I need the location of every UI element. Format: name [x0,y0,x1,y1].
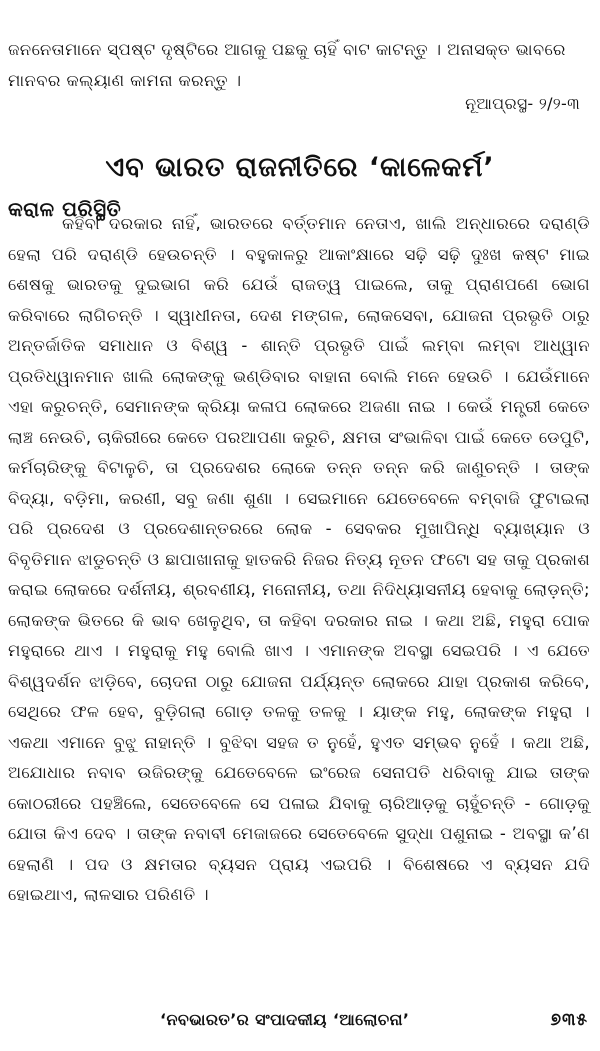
chapter-title: ଏବ ଭାରତ ରାଜନୀତିରେ ‘କାଳେକର୍ମ’ [105,152,495,184]
dateline: ନୂଆପ୍ରସ୍ଥ- ୨/୨-୩ [465,94,580,113]
section-heading: କରାଳ ପରିସ୍ଥିତି [8,196,122,221]
footer-source: ‘ନବଭାରତ’ର ସଂପାଦକୀୟ ‘ଆଲୋଚନା’ [160,1010,410,1029]
page-footer [0,1010,600,1040]
body-paragraph [8,209,590,911]
page-number: ୭୩୫ [550,1010,588,1030]
intro-paragraph: ଜନନେତାମାନେ ସ୍ପଷ୍ଟ ଦୃଷ୍ଟିରେ ଆଗକୁ ପଛକୁ ଚାହିଁ ବାଟ କାଟନ୍ତୁ । ଅନାସକ୍ତ ଭାବରେ ମାନବର କଲ୍ୟାଣ କାମନା କରନ୍ତୁ । [8,40,566,90]
body-paragraph-text: କହିବା ଦରକାର ନାହିଁ, ଭାରତରେ ବର୍ତ୍ତମାନ ନେତାଏ, ଖାଲି ଅନ୍ଧାରରେ ଦରାଣ୍ଡି ହେଲା ପରି ଦରାଣ୍ଡି ହେଉଚନ୍ତି । ବହୁକାଳରୁ ଆକାଂକ୍ଷାରେ ସଢ଼ି ସଢ଼ି ଦୁଃଖ କଷ୍ଟ ମାଇ ଶେଷକୁ ଭାରତକୁ ଦୁଇଭାଗ କରି ଯେଉଁ ରାଜତ୍ୱ ପାଇଲେ, ତାକୁ ପ୍ରାଣପଣେ ଭୋଗ କରିବାରେ ଲାଗିଚନ୍ତି । ସ୍ୱାଧୀନତା, ଦେଶ ମଙ୍ଗଳ, ଲୋକସେବା, ଯୋଜନା ପ୍ରଭୃତି ଠାରୁ ଅନ୍ତର୍ଜାତିକ ସମାଧାନ ଓ ବିଶ୍ୱ - ଶାନ୍ତି ପ୍ରଭୃତି ପାଇଁ ଲମ୍ବା ଲମ୍ବା ଆଧ୍ୱାନ ପ୍ରତିଧ୍ୱାନମାନ ଖାଲି ଲୋକଙ୍କୁ ଭଣ୍ଡିବାର ବାହାନା ବୋଲି ମନେ ହେଉଚି । ଯେଉଁମାନେ ଏହା କରୁଚନ୍ତି, ସେମାନଙ୍କ କ୍ରିୟା କଳାପ ଲୋକରେ ଅଜଣା ନାଇ । କେଉଁ ମନ୍ତ୍ରୀ କେତେ ଲାଞ୍ଚ ନେଉଚି, ଚାକିରୀରେ କେତେ ପରଆପଣା କରୁଚି, କ୍ଷମତା ସଂଭାଳିବା ପାଇଁ କେତେ ଡେପୁଟି, କର୍ମଚାରିଙ୍କୁ ବିଟାଳୁଚି, ତା ପ୍ରଦେଶର ଲୋକେ ତନ୍ନ ତନ୍ନ କରି ଜାଣୁଚନ୍ତି । ତାଙ୍କ ବିଦ୍ୟା, ବଡ଼ିମା, କରଣୀ, ସବୁ ଜଣା ଶୁଣା । ସେଇମାନେ ଯେତେବେଳେ ବମ୍ବାଜି ଫୁଟାଇଲା ପରି ପ୍ରଦେଶ ଓ ପ୍ରଦେଶାନ୍ତରରେ ଲୋକ - ସେବକର ମୁଖାପିନ୍ଧି ବ୍ୟାଖ୍ୟାନ ଓ ବିବୃତିମାନ ଝାଡୁଚନ୍ତି ଓ ଛାପାଖାନାକୁ ହାତକରି ନିଜର ନିତ୍ୟ ନୂତନ ଫଟୋ ସହ ତାକୁ ପ୍ରକାଶ କରାଇ ଲୋକରେ ଦର୍ଶନୀୟ, ଶ୍ରବଣୀୟ, ମନୋନୀୟ, ତଥା ନିଦିଧ୍ୟାସନୀୟ ହେବାକୁ ଲୋଡ଼ନ୍ତି; ଲୋକଙ୍କ ଭିତରେ କି ଭାବ ଖେଳୁଥିବ, ତା କହିବା ଦରକାର ନାଇ । କଥା ଅଛି, ମହୁରା ପୋକ ମହୁରାରେ ଥାଏ । ମହୁରାକୁ ମହୁ ବୋଲି ଖାଏ । ଏମାନଙ୍କ ଅବସ୍ଥା ସେଇପରି । ଏ ଯେତେ ବିଶ୍ୱଦର୍ଶନ ଝାଡ଼ିବେ, ଚୋଦନା ଠାରୁ ଯୋଜନା ପର୍ଯ୍ୟନ୍ତ ଲୋକରେ ଯାହା ପ୍ରକାଶ କରିବେ, ସେଥିରେ ଫଳ ହେବ, ବୁଡ଼ିଗଲା ଗୋଡ଼ ତଳକୁ ତଳକୁ । ୟାଙ୍କ ମହୁ, ଲୋକଙ୍କ ମହୁରା । ଏକଥା ଏମାନେ ବୁଝୁ ନାହାନ୍ତି । ବୁଝିବା ସହଜ ତ ନୁହେଁ, ହୁଏତ ସମ୍ଭବ ନୁହେଁ । କଥା ଅଛି, ଅଯୋଧାର ନବାବ ଉଜିରଙ୍କୁ ଯେତେବେଳେ ଇଂରେଜ ସେନାପତି ଧରିବାକୁ ଯାଇ ତାଙ୍କ କୋଠରୀରେ ପହଞ୍ଚିଲେ, ସେତେବେଳେ ସେ ପଳାଇ ଯିବାକୁ ଚାରିଆଡ଼କୁ ଚାହୁଁଚନ୍ତି - ଗୋଡ଼କୁ ଯୋତା କିଏ ଦେବ । ତାଙ୍କ ନବାବୀ ମେଜାଜରେ ସେତେବେଳେ ସୁଦ୍ଧା ପଶୁନାଇ - ଅବସ୍ଥା କ’ଣ ହେଲାଣି । ପଦ ଓ କ୍ଷମତାର ବ୍ୟସନ ପ୍ରାୟ ଏଇପରି । ବିଶେଷରେ ଏ ବ୍ୟସନ ଯଦି ହୋଇଥାଏ, ଲାଳସାର ପରିଣତି । [8,214,590,904]
